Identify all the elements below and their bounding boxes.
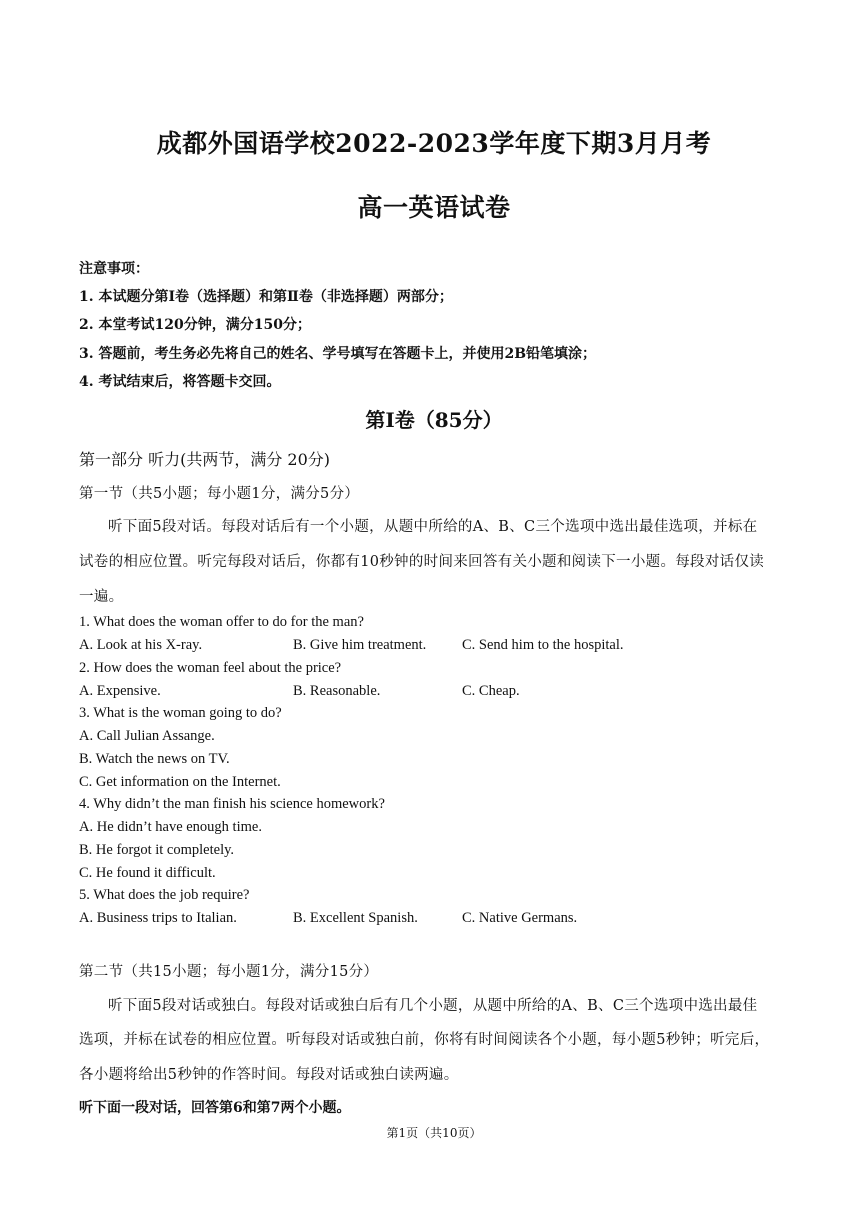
section1-instructions-line: 听下面5段对话。每段对话后有一个小题，从题中所给的A、B、C三个选项中选出最佳选项，并标在 xyxy=(108,519,758,535)
question-stem: 1. What does the woman offer to do for the man? xyxy=(79,614,364,630)
section1-instructions-line: 试卷的相应位置。听完每段对话后，你都有10秒钟的时间来回答有关小题和阅读下一小题。每段对话仅读 xyxy=(79,554,765,570)
page-footer: 第1页（共10页） xyxy=(386,1126,482,1140)
question-stem: 4. Why didn’t the man finish his science homework? xyxy=(79,796,385,812)
option-c: C. He found it difficult. xyxy=(79,865,216,881)
notice-item: 3. 答题前，考生务必先将自己的姓名、学号填写在答题卡上，并使用2B铅笔填涂； xyxy=(79,346,597,362)
section2-heading: 第二节（共15小题；每小题1分，满分15分） xyxy=(79,964,379,980)
option-c: C. Get information on the Internet. xyxy=(79,774,281,790)
notice-item: 1. 本试题分第Ⅰ卷（选择题）和第Ⅱ卷（非选择题）两部分； xyxy=(79,289,453,305)
option-a: A. Business trips to Italian. xyxy=(79,910,237,926)
option-b: B. He forgot it completely. xyxy=(79,842,235,858)
section2-lead: 听下面一段对话，回答第6和第7两个小题。 xyxy=(79,1100,351,1116)
part1-heading: 第一部分 听力(共两节，满分 20分) xyxy=(79,450,331,469)
option-a: A. He didn’t have enough time. xyxy=(79,819,262,835)
question-stem: 5. What does the job require? xyxy=(79,887,250,903)
section2-instructions-line: 选项，并标在试卷的相应位置。听每段对话或独白前，你将有时间阅读各个小题，每小题5秒钟；听完后， xyxy=(79,1032,770,1048)
question-stem: 3. What is the woman going to do? xyxy=(79,705,282,721)
option-row xyxy=(79,637,839,657)
option-c: C. Native Germans. xyxy=(462,910,578,926)
option-a: A. Call Julian Assange. xyxy=(79,728,215,744)
notice-heading: 注意事项： xyxy=(79,261,149,277)
exam-title: 成都外国语学校2022-2023学年度下期3月月考 xyxy=(156,129,712,158)
section1-heading: 第一节（共5小题；每小题1分，满分5分） xyxy=(79,486,360,502)
option-c: C. Cheap. xyxy=(462,683,520,699)
option-row xyxy=(79,683,839,703)
option-b: B. Reasonable. xyxy=(293,683,381,699)
option-b: B. Excellent Spanish. xyxy=(293,910,418,926)
notice-item: 4. 考试结束后，将答题卡交回。 xyxy=(79,374,281,390)
option-b: B. Watch the news on TV. xyxy=(79,751,230,767)
section2-instructions-line: 听下面5段对话或独白。每段对话或独白后有几个小题，从题中所给的A、B、C三个选项中选出最佳 xyxy=(108,998,758,1014)
option-c: C. Send him to the hospital. xyxy=(462,637,624,653)
question-stem: 2. How does the woman feel about the price? xyxy=(79,660,342,676)
option-b: B. Give him treatment. xyxy=(293,637,427,653)
section1-instructions-line: 一遍。 xyxy=(79,589,124,605)
volume-title: 第Ⅰ卷（85分） xyxy=(365,408,503,432)
option-a: A. Look at his X-ray. xyxy=(79,637,203,653)
option-a: A. Expensive. xyxy=(79,683,161,699)
exam-subtitle: 高一英语试卷 xyxy=(357,193,511,222)
section2-instructions-line: 各小题将给出5秒钟的作答时间。每段对话或独白读两遍。 xyxy=(79,1067,459,1083)
notice-item: 2. 本堂考试120分钟，满分150分； xyxy=(79,317,311,333)
option-row xyxy=(79,910,839,930)
